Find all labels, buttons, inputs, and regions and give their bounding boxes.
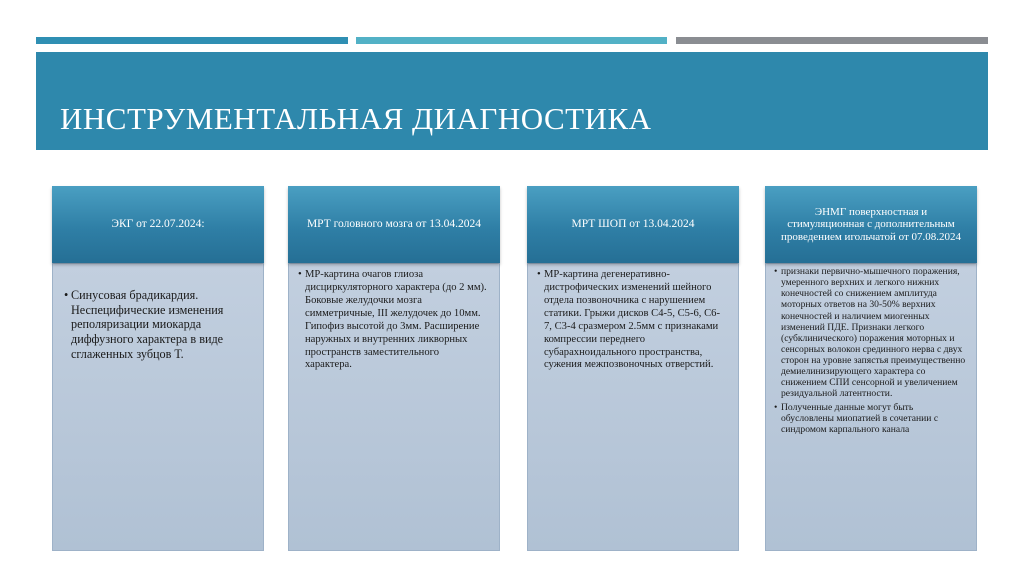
bullet-icon: • (64, 288, 69, 302)
findings-list (774, 266, 968, 435)
slide-title: ИНСТРУМЕНТАЛЬНАЯ ДИАГНОСТИКА (60, 101, 652, 136)
title-banner (36, 52, 988, 150)
bullet-icon: • (537, 269, 541, 280)
top-accent-stripe-blue (36, 37, 348, 44)
list-item (774, 266, 968, 400)
finding-text: признаки первично-мышечного поражения, умеренного верхних и легкого нижних конечностей со снижением амплитуда моторных ответов на 30-50% верхних конечностей и наличием миогенных изменений ПДЕ. Признаки легкого (субклинического) поражения моторных и сенсорных волокон срединного нерва с двух сторон на уровне запястья преимущественно демиелинизирующего характера со снижением СПИ сенсорной и увеличением резидуальной латентности. (781, 266, 966, 400)
card-body-brain-mri (288, 263, 500, 551)
findings-list (537, 269, 726, 372)
card-ecg (52, 186, 264, 551)
card-header-brain-mri: МРТ головного мозга от 13.04.2024 (288, 186, 500, 263)
card-body-ecg (52, 263, 264, 551)
card-brain-mri (288, 186, 500, 551)
list-item (298, 269, 487, 372)
list-item (537, 269, 726, 372)
card-cervical-mri (527, 186, 739, 551)
card-header-cervical-mri: МРТ ШОП от 13.04.2024 (527, 186, 739, 263)
finding-text: Полученные данные могут быть обусловлены миопатией в сочетании с синдромом карпального канала (781, 401, 939, 435)
list-item (64, 288, 253, 361)
card-body-cervical-mri (527, 263, 739, 551)
card-enmg (765, 186, 977, 551)
finding-text: Синусовая брадикардия. Неспецифические изменения реполяризации миокарда диффузного характера в виде сглаженных зубцов Т. (71, 288, 224, 361)
card-header-enmg: ЭНМГ поверхностная и стимуляционная с дополнительным проведением игольчатой от 07.08.2024 (765, 186, 977, 263)
top-accent-stripe-gray (676, 37, 988, 44)
card-header-ecg: ЭКГ от 22.07.2024: (52, 186, 264, 263)
findings-list (298, 269, 487, 372)
card-body-enmg (765, 263, 977, 551)
finding-text: МР-картина очагов глиоза дисциркуляторного характера (до 2 мм). Боковые желудочки мозга симметричные, III желудочек до 10мм. Гипофиз высотой до 3мм. Расширение наружных и внутренних ликворных пространств заместительного характера. (305, 269, 487, 371)
bullet-icon: • (774, 401, 778, 413)
findings-list (64, 288, 253, 361)
finding-text: МР-картина дегенеративно-дистрофических изменений шейного отдела позвоночника с нарушением статики. Грыжи дисков С4-5, С5-6, С6-7, С3-4 сразмером 2.5мм с признаками компрессии переднего субарахноидального пространства, сужения межпозвоночных отверстий. (544, 269, 720, 371)
top-accent-stripe-teal (356, 37, 667, 44)
bullet-icon: • (298, 269, 302, 280)
list-item (774, 401, 968, 435)
bullet-icon: • (774, 266, 778, 277)
